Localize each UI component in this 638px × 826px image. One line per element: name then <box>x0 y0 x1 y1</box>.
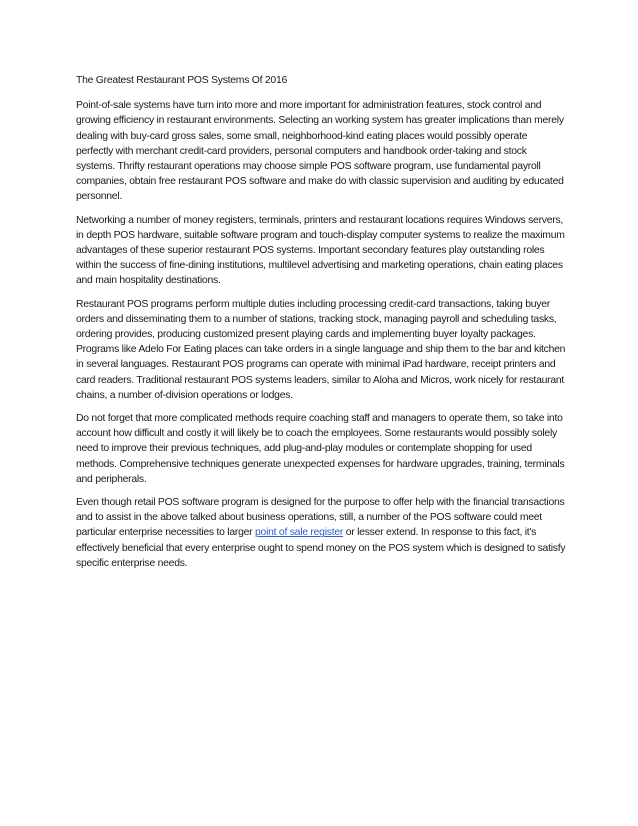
paragraph-5-before-link: Even though retail POS software program is designed for the purpose to offer help with the financial transactions and to assist in the above talked about business operations, still, a number of the POS software could meet particular enterprise necessities to larger <box>76 497 565 539</box>
document-title: The Greatest Restaurant POS Systems Of 2016 <box>76 75 288 86</box>
paragraph-5 <box>76 495 566 571</box>
paragraph-1: Point-of-sale systems have turn into more and more important for administration features, stock control and growing efficiency in restaurant environments. Selecting an working system has greater implications than merely dealing with buy-card gross sales, some small, neighborhood-kind eating places would possibly operate perfectly with merchant credit-card providers, personal computers and handbook order-taking and stock systems. Thrifty restaurant operations may choose simple POS software program, use fundamental payroll companies, obtain free restaurant POS software and make do with classic supervision and auditing by educated personnel. <box>76 100 564 203</box>
paragraph-5-after-link: or lesser extend. In response to this fact, it's effectively beneficial that every enterprise ought to spend money on the POS system which is designed to satisfy specific enterprise needs. <box>76 527 566 569</box>
paragraph-3: Restaurant POS programs perform multiple duties including processing credit-card transactions, taking buyer orders and disseminating them to a number of stations, tracking stock, managing payroll and scheduling tasks, ordering provides, producing customized present playing cards and implementing buyer loyalty packages. Programs like Adelo For Eating places can take orders in a single language and ship them to the bar and kitchen in several languages. Restaurant POS programs can operate with minimal iPad hardware, receipt printers and card readers. Traditional restaurant POS systems leaders, similar to Aloha and Micros, work nicely for restaurant chains, a number of-division operations or lodges. <box>76 298 566 401</box>
document-body <box>76 73 566 579</box>
paragraph-2: Networking a number of money registers, terminals, printers and restaurant locations requires Windows servers, in depth POS hardware, suitable software program and touch-display computer systems to realize the maximum advantages of these superior restaurant POS systems. Important secondary features play outstanding roles within the success of fine-dining institutions, multilevel advertising and marketing operations, chain eating places and main hospitality destinations. <box>76 214 565 287</box>
paragraph-4: Do not forget that more complicated methods require coaching staff and managers to operate them, so take into account how difficult and costly it will likely be to coach the employees. Some restaurants would possibly solely need to improve their previous techniques, add plug-and-play modules or contemplate shopping for used methods. Comprehensive techniques generate unexpected expenses for hardware upgrades, training, terminals and peripherals. <box>76 413 565 485</box>
point-of-sale-register-link[interactable]: point of sale register <box>255 527 344 539</box>
